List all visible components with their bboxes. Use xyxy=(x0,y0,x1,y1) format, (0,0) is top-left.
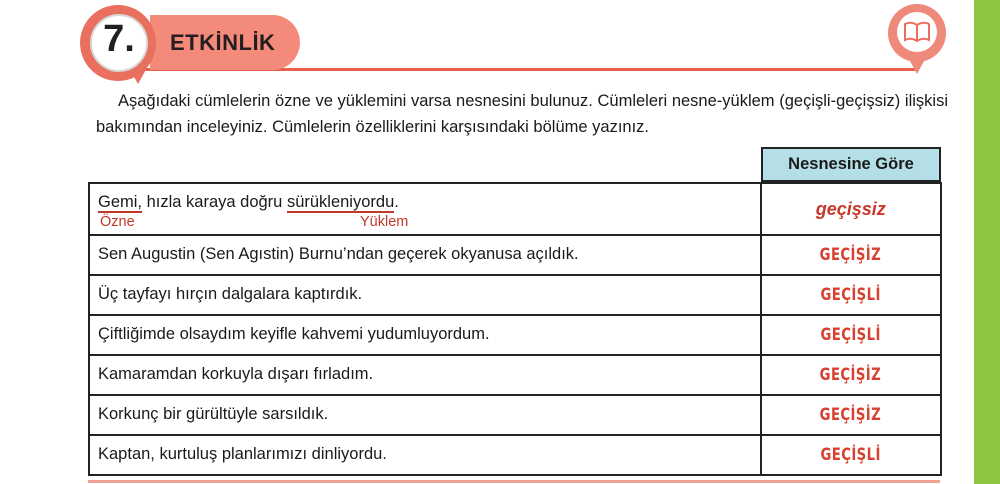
sentence-cell: Sen Augustin (Sen Agıstin) Burnu’ndan geçerek okyanusa açıldık. xyxy=(89,235,761,275)
instruction-text: Aşağıdaki cümlelerin özne ve yüklemini varsa nesnesini bulunuz. Cümleleri nesne-yüklem (geçişli-geçişsiz) ilişkisi bakımından inceleyiniz. Cümlelerin özelliklerini karşısındaki bölüme yazınız. xyxy=(96,92,948,136)
example-end: . xyxy=(394,193,399,211)
answer-text: GEÇİŞLİ xyxy=(820,285,881,305)
answer-cell xyxy=(761,435,941,475)
answer-cell xyxy=(761,355,941,395)
example-answer-cell xyxy=(761,183,941,235)
answer-text: GEÇİŞLİ xyxy=(820,445,881,465)
table-row xyxy=(89,315,941,355)
table-row xyxy=(89,183,941,235)
sentence-cell: Çiftliğimde olsaydım keyifle kahvemi yudumluyordum. xyxy=(89,315,761,355)
column-header: Nesnesine Göre xyxy=(761,147,941,182)
sentence-cell: Kaptan, kurtuluş planlarımızı dinliyordu. xyxy=(89,435,761,475)
answer-text: GEÇİŞİZ xyxy=(820,245,882,265)
answer-cell xyxy=(761,395,941,435)
table-row xyxy=(89,435,941,475)
table-row xyxy=(89,275,941,315)
open-book-icon xyxy=(903,20,931,44)
answer-cell xyxy=(761,315,941,355)
activity-table xyxy=(88,182,942,476)
answer-text: GEÇİŞLİ xyxy=(820,325,881,345)
sentence-cell: Korkunç bir gürültüyle sarsıldık. xyxy=(89,395,761,435)
table-row xyxy=(89,355,941,395)
example-predicate: sürükleniyordu xyxy=(286,193,395,211)
book-pin-tip xyxy=(905,52,929,74)
example-sentence xyxy=(98,193,760,212)
bottom-divider xyxy=(88,480,940,483)
side-color-bar xyxy=(974,0,1000,484)
table-row xyxy=(89,395,941,435)
example-sentence-cell xyxy=(89,183,761,235)
table-row xyxy=(89,235,941,275)
answer-cell xyxy=(761,235,941,275)
example-middle: hızla karaya doğru xyxy=(142,193,287,211)
answer-cell xyxy=(761,275,941,315)
activity-title: ETKİNLİK xyxy=(170,30,276,55)
sentence-cell: Kamaramdan korkuyla dışarı fırladım. xyxy=(89,355,761,395)
activity-number: 7. xyxy=(103,18,135,60)
sentence-cell: Üç tayfayı hırçın dalgalara kaptırdık. xyxy=(89,275,761,315)
predicate-label: Yüklem xyxy=(360,214,409,230)
example-subject: Gemi, xyxy=(98,193,143,211)
answer-text: GEÇİŞİZ xyxy=(820,405,882,425)
example-labels xyxy=(98,212,760,232)
answer-text: GEÇİŞİZ xyxy=(820,365,882,385)
subject-label: Özne xyxy=(100,214,135,230)
example-answer: geçişsiz xyxy=(815,198,886,219)
